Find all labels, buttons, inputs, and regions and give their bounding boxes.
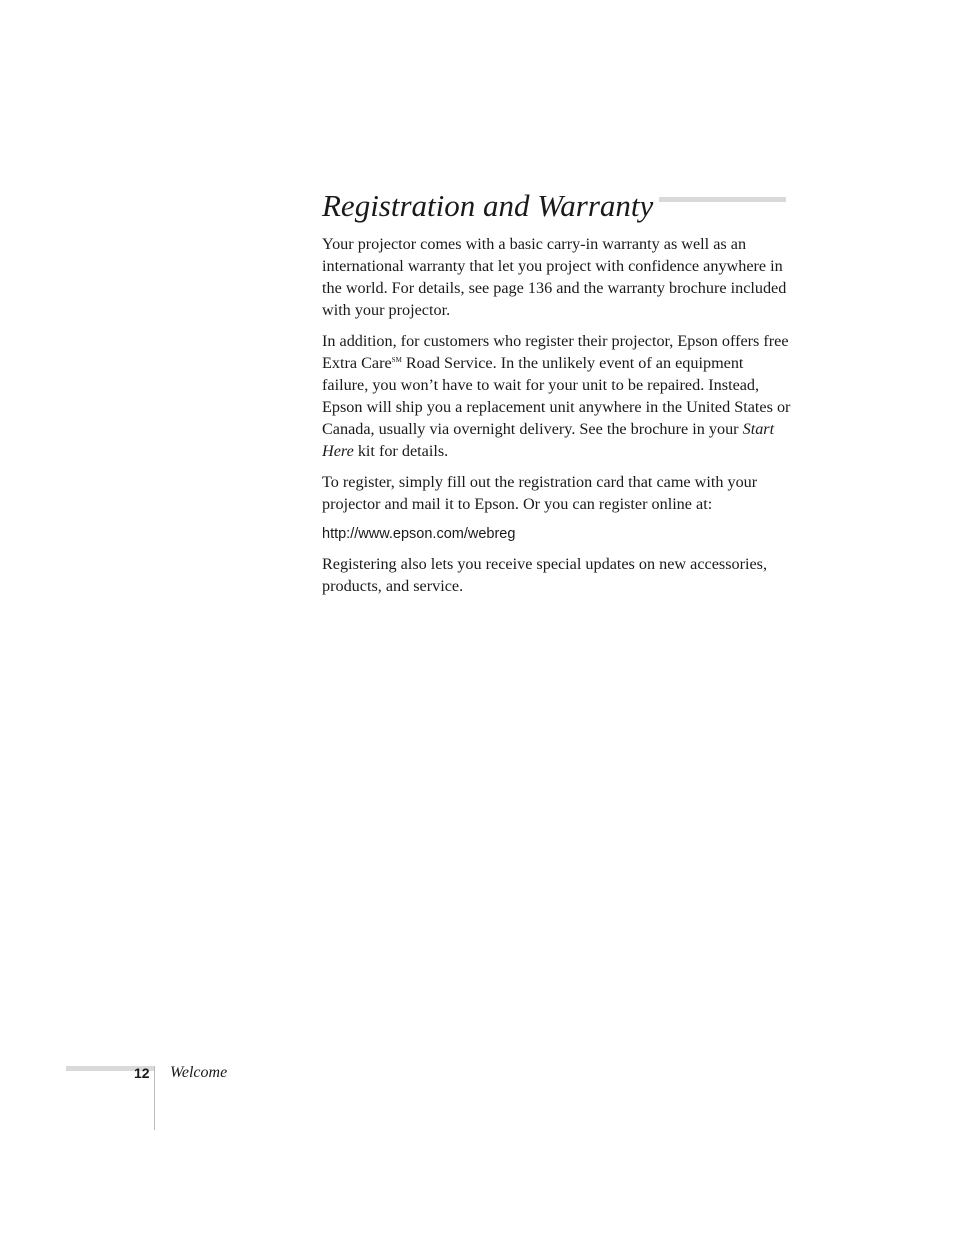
paragraph-extra-care-part1: In addition, for customers who register their projector, Epson offers free Extra Care: [322, 332, 789, 372]
body-content: [322, 233, 792, 606]
paragraph-warranty: Your projector comes with a basic carry-in warranty as well as an international warranty that let you project with confidence anywhere in the world. For details, see page 136 and the warranty brochure included with your projector.: [322, 235, 787, 319]
paragraph-extra-care-part3: kit for details.: [353, 442, 449, 460]
footer-divider: [154, 1066, 155, 1130]
service-mark: SM: [391, 356, 402, 364]
footer-section-name: Welcome: [170, 1064, 228, 1081]
section-heading: Registration and Warranty: [322, 184, 659, 228]
paragraph-extra-care-part2: Road Service. In the unlikely event of an equipment failure, you won’t have to wait for your unit to be repaired. Instead, Epson will ship you a replacement unit anywhere in the United States or Canada, usually via overnight delivery. See the brochure in your: [322, 354, 791, 438]
page-number: 12: [134, 1065, 150, 1081]
start-here-title: Start Here: [322, 420, 775, 460]
registration-url: http://www.epson.com/webreg: [322, 526, 516, 542]
paragraph-updates: Registering also lets you receive special updates on new accessories, products, and service.: [322, 555, 768, 595]
paragraph-extra-care: [322, 330, 792, 462]
paragraph-register: To register, simply fill out the registration card that came with your projector and mail it to Epson. Or you can register online at:: [322, 473, 758, 513]
